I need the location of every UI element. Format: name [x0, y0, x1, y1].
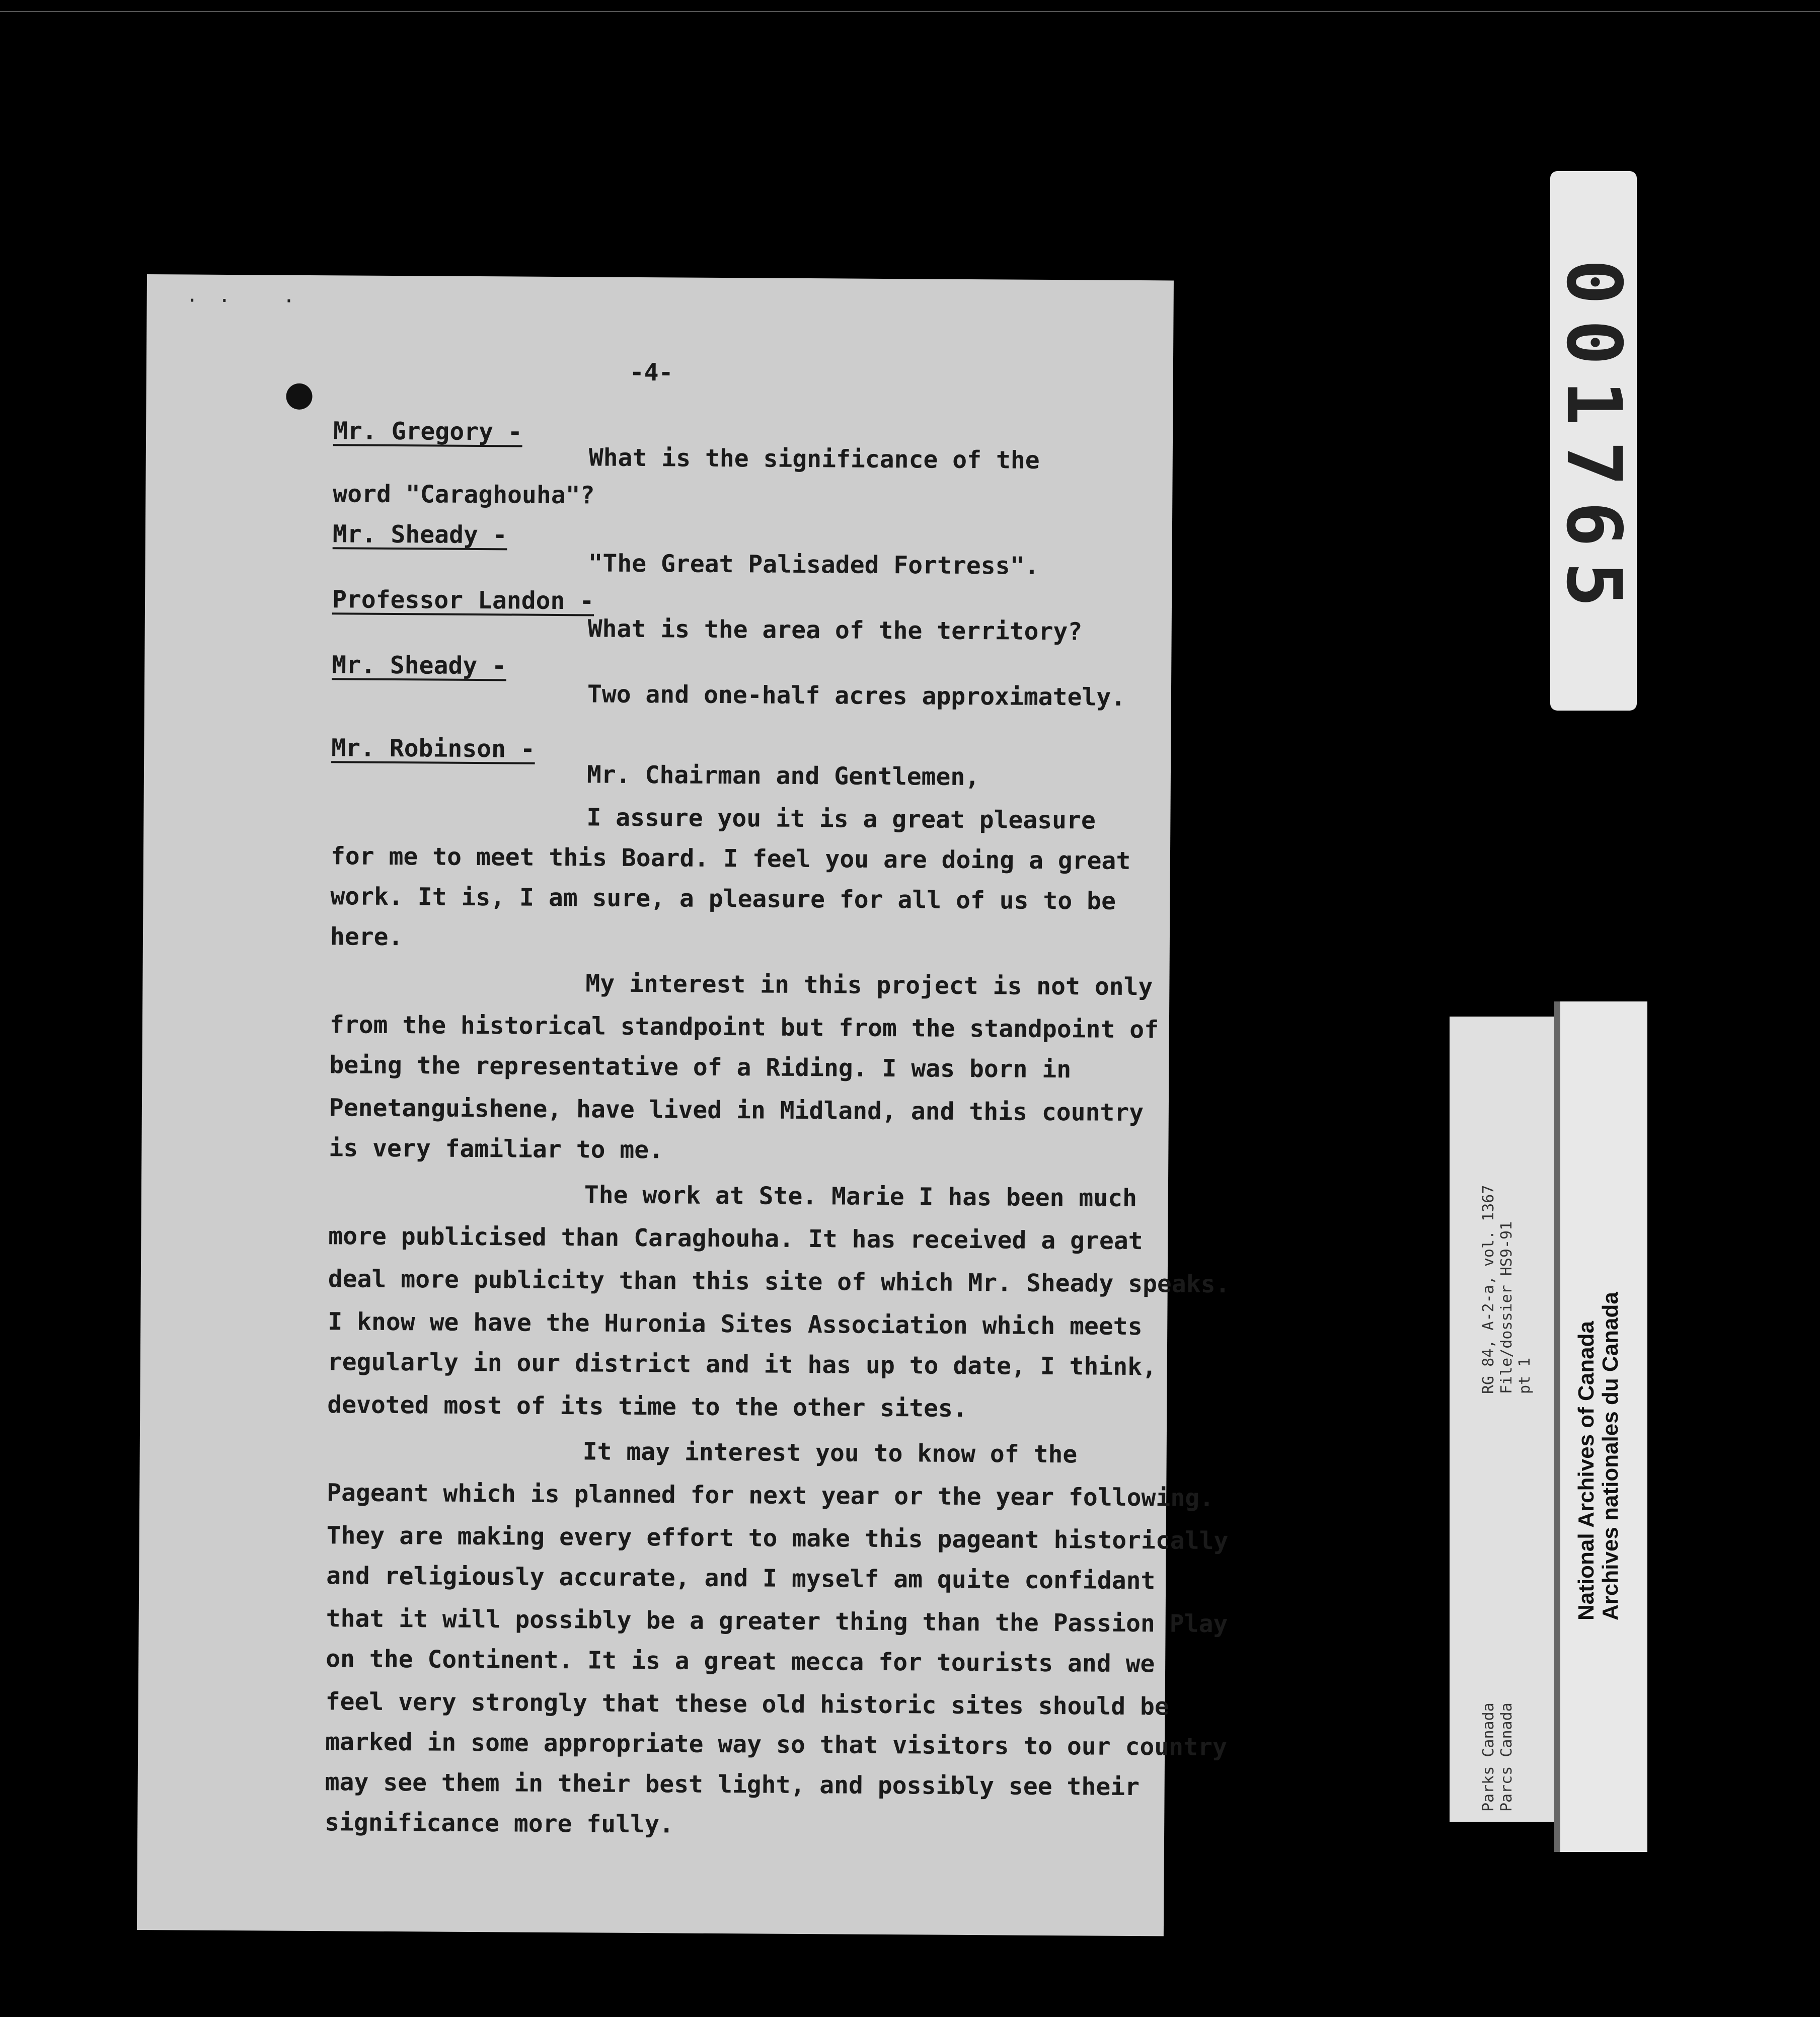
text-line: from the historical standpoint but from the standpoint of [329, 1011, 1159, 1044]
corner-marks: .. . [186, 283, 316, 308]
film-edge-line [0, 11, 1820, 12]
speaker-label: Mr. Sheady - [332, 651, 507, 680]
text-line: word "Caraghouha"? [333, 480, 595, 510]
record-group-reference [1480, 1185, 1534, 1394]
text-line: My interest in this project is not only [585, 969, 1153, 1001]
text-line: more publicised than Caraghouha. It has received a great [328, 1222, 1143, 1256]
frame-number-label [1550, 171, 1637, 711]
text-line: The work at Ste. Marie I has been much [584, 1181, 1138, 1213]
text-line: What is the area of the territory? [587, 614, 1083, 646]
archive-card-text [1554, 1001, 1647, 1852]
agency-name-en: Parks Canada [1480, 1702, 1497, 1812]
text-line: being the representative of a Riding. I was born in [329, 1051, 1072, 1084]
document-page [137, 274, 1230, 1936]
text-line: work. It is, I am sure, a pleasure for all of us to be [330, 882, 1116, 915]
part-line: pt 1 [1516, 1357, 1534, 1394]
speaker-label: Professor Landon - [332, 585, 594, 615]
reference-card [1450, 1017, 1555, 1822]
text-line: marked in some appropriate way so that visitors to our country [325, 1728, 1228, 1762]
archive-name-en: National Archives of Canada [1574, 1321, 1599, 1620]
text-line: Pageant which is planned for next year or the year following. [327, 1479, 1215, 1512]
text-line: and religiously accurate, and I myself am quite confidant [326, 1562, 1156, 1595]
text-line: feel very strongly that these old historic sites should be [325, 1687, 1169, 1721]
archive-card [1554, 1001, 1647, 1852]
text-line: I know we have the Huronia Sites Association which meets [328, 1307, 1143, 1341]
text-line: deal more publicity than this site of which Mr. Sheady speaks. [328, 1265, 1230, 1299]
frame-number: 001765 [1550, 259, 1638, 623]
record-group-line: RG 84, A-2-a, vol. 1367 [1480, 1185, 1497, 1394]
speaker-label: Mr. Robinson - [331, 734, 535, 763]
text-line: on the Continent. It is a great mecca for tourists and we [326, 1645, 1155, 1678]
text-line: Two and one-half acres approximately. [587, 680, 1126, 712]
text-line: for me to meet this Board. I feel you are doing a great [330, 842, 1131, 875]
text-line: is very familiar to me. [329, 1134, 664, 1165]
text-line: significance more fully. [325, 1808, 674, 1839]
page-number: -4- [629, 358, 673, 387]
text-line: They are making every effort to make this pageant historically [326, 1521, 1229, 1556]
text-line: I assure you it is a great pleasure [586, 803, 1096, 835]
speaker-label: Mr. Sheady - [332, 520, 507, 550]
text-line: regularly in our district and it has up to date, I think, [327, 1348, 1157, 1381]
punch-hole [286, 383, 312, 410]
text-line: "The Great Palisaded Fortress". [588, 549, 1039, 580]
text-line: Mr. Chairman and Gentlemen, [586, 760, 980, 792]
agency-names [1480, 1702, 1516, 1812]
archive-name-fr: Archives nationales du Canada [1598, 1292, 1623, 1620]
speaker-label: Mr. Gregory - [333, 417, 522, 446]
archive-name [1574, 1292, 1623, 1620]
file-line: File/dossier HS9-91 [1498, 1221, 1515, 1394]
agency-name-fr: Parcs Canada [1498, 1702, 1515, 1812]
text-line: here. [330, 922, 403, 952]
text-line: devoted most of its time to the other sites. [327, 1390, 967, 1423]
text-line: that it will possibly be a greater thing than the Passion Play [326, 1604, 1228, 1639]
text-line: may see them in their best light, and possibly see their [325, 1768, 1140, 1802]
reference-card-text [1450, 1017, 1555, 1822]
frame-number-wrap [1550, 171, 1637, 711]
text-line: It may interest you to know of the [582, 1437, 1078, 1469]
text-line: What is the significance of the [588, 443, 1040, 475]
text-line: Penetanguishene, have lived in Midland, and this country [329, 1094, 1144, 1127]
